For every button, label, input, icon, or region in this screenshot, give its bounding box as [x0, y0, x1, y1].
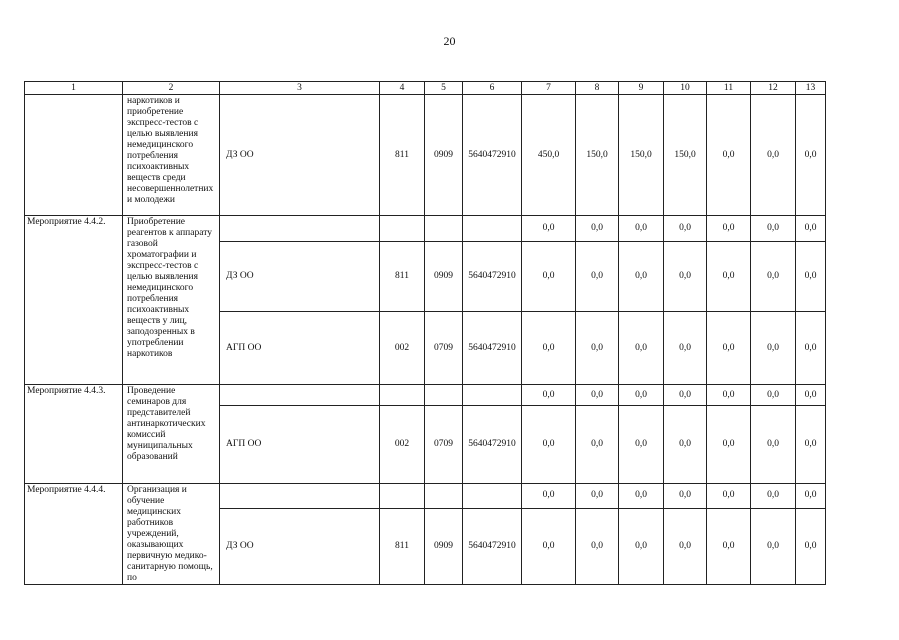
- value-cell: 0,0: [751, 242, 796, 312]
- header-cell: 4: [380, 82, 425, 95]
- grbs-code-cell: [380, 216, 425, 242]
- event-cell: Мероприятие 4.4.3.: [25, 385, 123, 484]
- executor-cell: [220, 216, 380, 242]
- value-cell: 0,0: [664, 216, 707, 242]
- value-cell: 0,0: [796, 406, 826, 484]
- section-code-cell: 0709: [425, 312, 463, 385]
- budget-table: [24, 81, 826, 585]
- grbs-code-cell: 811: [380, 242, 425, 312]
- value-cell: 0,0: [796, 216, 826, 242]
- value-cell: 0,0: [751, 484, 796, 509]
- value-cell: 0,0: [522, 216, 576, 242]
- header-cell: 5: [425, 82, 463, 95]
- value-cell: 0,0: [751, 95, 796, 216]
- value-cell: 0,0: [619, 484, 664, 509]
- value-cell: 0,0: [576, 484, 619, 509]
- grbs-code-cell: 002: [380, 312, 425, 385]
- value-cell: 0,0: [707, 406, 751, 484]
- header-cell: 9: [619, 82, 664, 95]
- executor-cell: ДЗ ОО: [220, 242, 380, 312]
- target-article-cell: [463, 484, 522, 509]
- value-cell: 0,0: [619, 312, 664, 385]
- value-cell: 0,0: [707, 216, 751, 242]
- value-cell: 0,0: [522, 312, 576, 385]
- value-cell: 0,0: [619, 385, 664, 406]
- value-cell: 0,0: [707, 484, 751, 509]
- grbs-code-cell: 002: [380, 406, 425, 484]
- description-cell: Проведение семинаров для представителей антинаркотических комиссий муниципальных образований: [123, 385, 220, 484]
- value-cell: 0,0: [664, 484, 707, 509]
- target-article-cell: [463, 385, 522, 406]
- value-cell: 0,0: [707, 312, 751, 385]
- target-article-cell: 5640472910: [463, 508, 522, 584]
- table-row: [25, 95, 826, 216]
- value-cell: 0,0: [664, 406, 707, 484]
- value-cell: 0,0: [576, 242, 619, 312]
- value-cell: 150,0: [664, 95, 707, 216]
- value-cell: 150,0: [619, 95, 664, 216]
- value-cell: 0,0: [796, 385, 826, 406]
- header-cell: 8: [576, 82, 619, 95]
- header-cell: 3: [220, 82, 380, 95]
- value-cell: 0,0: [522, 406, 576, 484]
- executor-cell: АГП ОО: [220, 312, 380, 385]
- section-code-cell: 0709: [425, 406, 463, 484]
- grbs-code-cell: [380, 484, 425, 509]
- value-cell: 0,0: [707, 242, 751, 312]
- value-cell: 0,0: [664, 385, 707, 406]
- section-code-cell: [425, 385, 463, 406]
- value-cell: 0,0: [576, 312, 619, 385]
- header-cell: 10: [664, 82, 707, 95]
- value-cell: 0,0: [522, 242, 576, 312]
- value-cell: 0,0: [619, 508, 664, 584]
- header-cell: 11: [707, 82, 751, 95]
- value-cell: 0,0: [751, 216, 796, 242]
- value-cell: 0,0: [796, 312, 826, 385]
- header-cell: 2: [123, 82, 220, 95]
- value-cell: 0,0: [619, 216, 664, 242]
- value-cell: 0,0: [751, 508, 796, 584]
- value-cell: 0,0: [796, 242, 826, 312]
- value-cell: 0,0: [522, 385, 576, 406]
- value-cell: 0,0: [751, 312, 796, 385]
- event-cell: [25, 95, 123, 216]
- header-cell: 7: [522, 82, 576, 95]
- executor-cell: [220, 484, 380, 509]
- value-cell: 0,0: [576, 216, 619, 242]
- value-cell: 0,0: [707, 95, 751, 216]
- description-cell: наркотиков и приобретение экспресс-тестов с целью выявления немедицинского потребления психоактивных веществ среди несовершеннолетних и молодежи: [123, 95, 220, 216]
- grbs-code-cell: 811: [380, 508, 425, 584]
- target-article-cell: 5640472910: [463, 406, 522, 484]
- section-code-cell: 0909: [425, 95, 463, 216]
- header-cell: 6: [463, 82, 522, 95]
- value-cell: 150,0: [576, 95, 619, 216]
- value-cell: 0,0: [751, 385, 796, 406]
- page-number: 20: [443, 34, 456, 48]
- table-row: [25, 484, 826, 509]
- value-cell: 0,0: [619, 406, 664, 484]
- target-article-cell: 5640472910: [463, 242, 522, 312]
- target-article-cell: [463, 216, 522, 242]
- description-cell: Приобретение реагентов к аппарату газовой хроматографии и экспресс-тестов с целью выявления немедицинского потребления психоактивных веществ у лиц, заподозренных в употреблении наркотиков: [123, 216, 220, 385]
- event-cell: Мероприятие 4.4.2.: [25, 216, 123, 385]
- section-code-cell: [425, 216, 463, 242]
- section-code-cell: 0909: [425, 242, 463, 312]
- executor-cell: АГП ОО: [220, 406, 380, 484]
- value-cell: 0,0: [796, 484, 826, 509]
- value-cell: 0,0: [664, 242, 707, 312]
- value-cell: 0,0: [576, 508, 619, 584]
- executor-cell: ДЗ ОО: [220, 95, 380, 216]
- value-cell: 0,0: [522, 484, 576, 509]
- header-row: [25, 82, 826, 95]
- target-article-cell: 5640472910: [463, 312, 522, 385]
- grbs-code-cell: 811: [380, 95, 425, 216]
- event-cell: Мероприятие 4.4.4.: [25, 484, 123, 585]
- value-cell: 0,0: [796, 508, 826, 584]
- executor-cell: ДЗ ОО: [220, 508, 380, 584]
- grbs-code-cell: [380, 385, 425, 406]
- target-article-cell: 5640472910: [463, 95, 522, 216]
- table-row: [25, 385, 826, 406]
- header-cell: 1: [25, 82, 123, 95]
- value-cell: 0,0: [576, 406, 619, 484]
- value-cell: 0,0: [707, 508, 751, 584]
- value-cell: 0,0: [707, 385, 751, 406]
- description-cell: Организация и обучение медицинских работников учреждений, оказывающих первичную медико-санитарную помощь, по: [123, 484, 220, 585]
- table-row: [25, 216, 826, 242]
- value-cell: 0,0: [751, 406, 796, 484]
- value-cell: 450,0: [522, 95, 576, 216]
- value-cell: 0,0: [576, 385, 619, 406]
- value-cell: 0,0: [522, 508, 576, 584]
- executor-cell: [220, 385, 380, 406]
- value-cell: 0,0: [796, 95, 826, 216]
- value-cell: 0,0: [619, 242, 664, 312]
- header-cell: 12: [751, 82, 796, 95]
- value-cell: 0,0: [664, 312, 707, 385]
- section-code-cell: 0909: [425, 508, 463, 584]
- value-cell: 0,0: [664, 508, 707, 584]
- header-cell: 13: [796, 82, 826, 95]
- section-code-cell: [425, 484, 463, 509]
